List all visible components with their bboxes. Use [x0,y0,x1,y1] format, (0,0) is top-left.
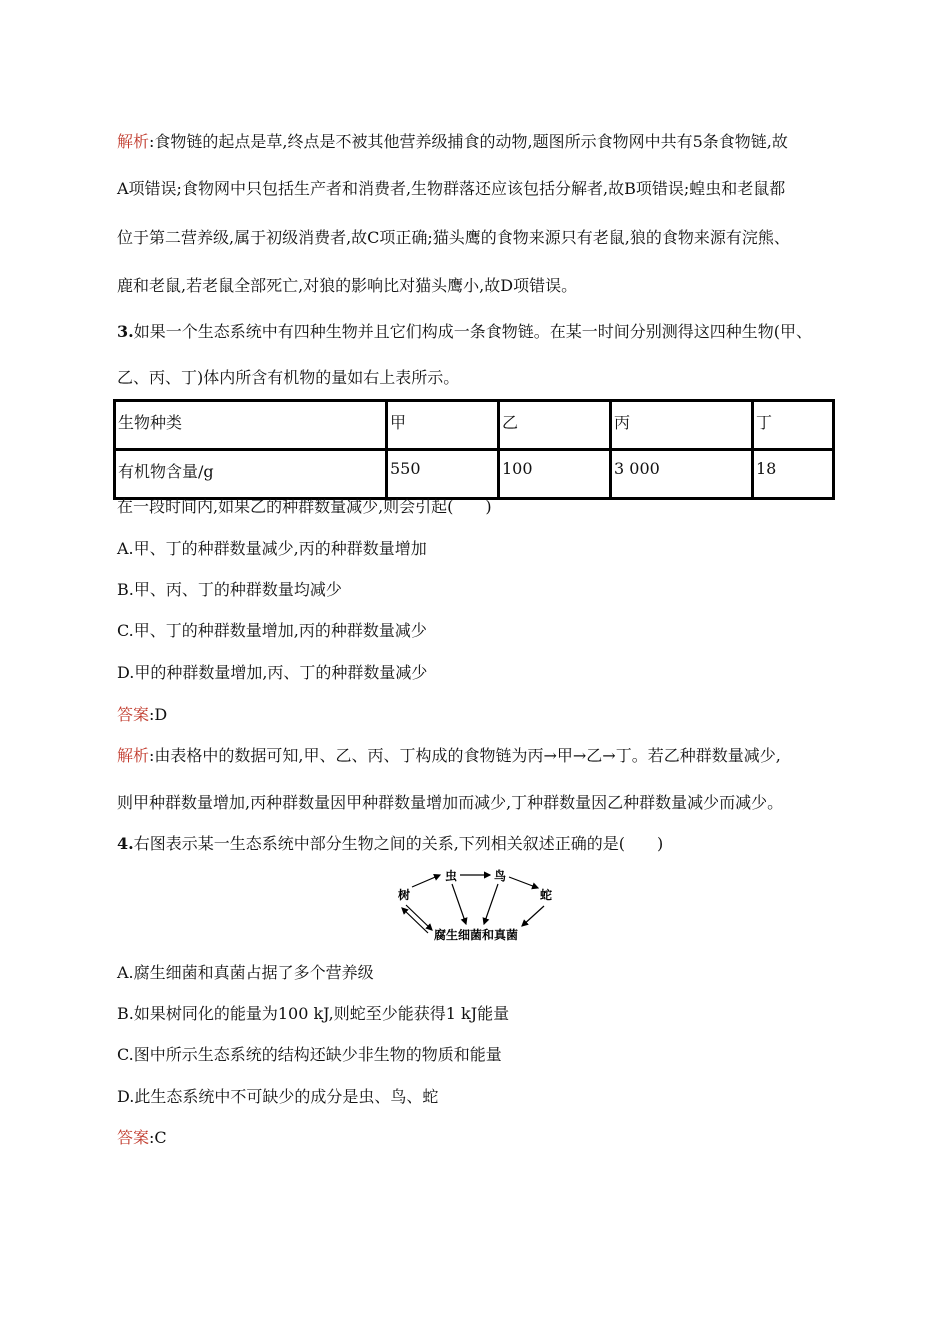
table-cell: 18 [753,450,834,499]
q3-option-a: A.甲、丁的种群数量减少,丙的种群数量增加 [117,539,427,558]
analysis-label: 解析 [117,132,150,151]
analysis-label: 解析 [117,746,150,765]
arrow-tree-decomposer [406,905,432,930]
q4-option-c: C.图中所示生态系统的结构还缺少非生物的物质和能量 [117,1045,502,1064]
q3-option-c: C.甲、丁的种群数量增加,丙的种群数量减少 [117,621,427,640]
arrow-decomposer-tree [402,908,428,933]
insect-label: 虫 [445,869,458,883]
arrow-insect-decomposer [452,884,466,924]
table-cell: 生物种类 [115,401,387,450]
q3-analysis-line-2: 则甲种群数量增加,丙种群数量因甲种群数量增加而减少,丁种群数量因乙种群数量减少而减少。 [117,793,784,812]
question-number: 4. [117,834,134,853]
table-cell: 乙 [499,401,611,450]
table-cell: 丙 [611,401,753,450]
answer-label: 答案 [117,705,150,724]
q4-option-b: B.如果树同化的能量为100 kJ,则蛇至少能获得1 kJ能量 [117,1004,510,1023]
q4-answer [117,1128,167,1148]
tree-label: 树 [398,888,411,902]
q4-option-d: D.此生态系统中不可缺少的成分是虫、鸟、蛇 [117,1087,439,1106]
q3-question: 在一段时间内,如果乙的种群数量减少,则会引起( ) [117,497,492,516]
analysis-text: :由表格中的数据可知,甲、乙、丙、丁构成的食物链为丙→甲→乙→丁。若乙种群数量减少, [149,746,781,765]
q3-analysis-line-1 [117,746,781,766]
q3-stem-text: 如果一个生态系统中有四种生物并且它们构成一条食物链。在某一时间分别测得这四种生物(甲、 [133,322,812,341]
arrow-bird-decomposer [484,884,498,924]
q2-analysis-line-4: 鹿和老鼠,若老鼠全部死亡,对狼的影响比对猫头鹰小,故D项错误。 [117,276,578,295]
table-cell: 甲 [387,401,499,450]
table-cell: 550 [387,450,499,499]
q2-analysis-line-1 [117,132,788,152]
table-cell: 100 [499,450,611,499]
q4-option-a: A.腐生细菌和真菌占据了多个营养级 [117,963,374,982]
q4-stem [117,834,663,854]
organism-table [113,399,835,500]
table-row [115,450,834,499]
q2-analysis-line-2: A项错误;食物网中只包括生产者和消费者,生物群落还应该包括分解者,故B项错误;蝗虫和老鼠都 [117,179,786,198]
food-web-diagram [392,866,562,946]
table-header-row [115,401,834,450]
q3-stem-line-2: 乙、丙、丁)体内所含有机物的量如右上表所示。 [117,368,460,387]
decomposer-label: 腐生细菌和真菌 [434,928,519,942]
answer-label: 答案 [117,1128,150,1147]
snake-label: 蛇 [540,888,553,902]
table-cell: 有机物含量/g [115,450,387,499]
answer-value: :C [149,1128,167,1147]
q3-answer [117,705,167,725]
bird-label: 鸟 [494,869,507,883]
arrow-bird-snake [509,877,538,888]
q4-stem-text: 右图表示某一生态系统中部分生物之间的关系,下列相关叙述正确的是( ) [133,834,664,853]
q3-option-d: D.甲的种群数量增加,丙、丁的种群数量减少 [117,663,428,682]
answer-value: :D [149,705,168,724]
analysis-text: :食物链的起点是草,终点是不被其他营养级捕食的动物,题图所示食物网中共有5条食物链,故 [149,132,788,151]
arrow-tree-insect [412,875,440,887]
table-cell: 3 000 [611,450,753,499]
q3-option-b: B.甲、丙、丁的种群数量均减少 [117,580,342,599]
question-number: 3. [117,322,134,341]
arrow-snake-decomposer [522,906,544,926]
q2-analysis-line-3: 位于第二营养级,属于初级消费者,故C项正确;猫头鹰的食物来源只有老鼠,狼的食物来源有浣熊、 [117,228,790,247]
q3-stem-line-1 [117,322,812,342]
table-cell: 丁 [753,401,834,450]
